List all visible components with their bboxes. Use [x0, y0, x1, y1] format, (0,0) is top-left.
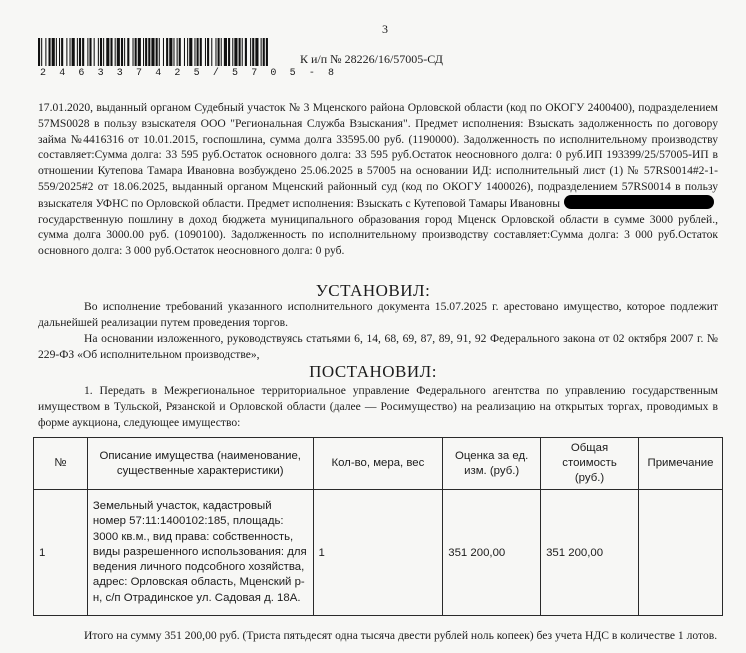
total-paragraph — [38, 628, 718, 644]
section-title-postanovil: ПОСТАНОВИЛ: — [309, 362, 437, 381]
section2-paragraph — [38, 383, 718, 430]
header-note: Примечание — [638, 438, 722, 490]
total-text: Итого на сумму 351 200,00 руб. (Триста пятьдесят одна тысяча двести рублей ноль копеек) без учета НДС в количестве 1 лотов. — [84, 629, 718, 642]
property-table — [33, 437, 723, 616]
section1-paragraph — [38, 299, 718, 331]
header-num: № — [34, 438, 88, 490]
cell-note — [638, 490, 722, 616]
intro-paragraph — [38, 100, 718, 259]
section2-text: 1. Передать в Межрегиональное территориальное управление Федерального агентства по управлению государственным имуществом в Тульской, Рязанской и Орловской области (далее — Росимущество) на реализацию на открытых торгах, проводимых в форме аукциона, следующее имущество: — [38, 384, 718, 429]
cell-num: 1 — [34, 490, 88, 616]
header-unit-price: Оценка за ед. изм. (руб.) — [443, 438, 541, 490]
header-qty: Кол-во, мера, вес — [313, 438, 443, 490]
cell-qty: 1 — [313, 490, 443, 616]
header-total-price: Общая стоимость (руб.) — [541, 438, 639, 490]
section1-paragraph-2 — [38, 331, 718, 363]
intro-text: 17.01.2020, выданный органом Судебный участок № 3 Мценского района Орловской области (код по ОКОГУ 2400400), подразделением 57MS0028 в пользу взыскателя ООО "Региональная Служба Взыскания". Предмет исполнения: Взыскать задолженность по договору займа №4416316 от 10.01.2015, госпошлина, сумма долга 33595.00 руб. (1190000). Задолженность по исполнительному производству составляет:Сумма долга: 33 595 руб.Остаток основного долга: 33 595 руб.Остаток неосновного долга: 0 руб.ИП 193399/25/57005-ИП в отношении Кутепова Тамара Ивановна возбуждено 25.06.2025 в 57005 на основании ИД: исполнительный лист (1) № 57RS0014#2-1-559/2025#2 от 18.06.2025, выданный органом Мценский районный суд (код по ОКОГУ 1400026), подразделением 57RS0014 в пользу взыскателя УФНС по Орловской области. Предмет исполнения: Взыскать с Кутеповой Тамары Ивановны — [38, 101, 718, 210]
cell-desc: Земельный участок, кадастровый номер 57:11:1400102:185, площадь: 3000 кв.м., вид права: собственность, виды разрешенного использования: для ведения личного подсобного хозяйства, адрес: Орловская область, Мценский р-н, с/п Отрадинское ул. Садовая д. 18А. — [87, 490, 313, 616]
section1-text: Во исполнение требований указанного исполнительного документа 15.07.2025 г. арестовано имущество, которое подлежит дальнейшей реализации путем проведения торгов. — [38, 300, 718, 329]
barcode — [38, 38, 268, 66]
table-header-row — [34, 438, 723, 490]
header-desc: Описание имущества (наименование, существенные характеристики) — [87, 438, 313, 490]
intro-text-after: государственную пошлину в доход бюджета муниципального образования город Мценск Орловской области в сумме 3000 рублей., сумма долга 3000.00 руб. (1090100). Задолженность по исполнительному производству составляет:Сумма долга: 3 000 руб.Остаток основного долга: 3 000 руб.Остаток неосновного долга: 0 руб. — [38, 212, 718, 258]
page-number: 3 — [382, 22, 388, 36]
cell-total-price: 351 200,00 — [541, 490, 639, 616]
section-title-ustanovil: УСТАНОВИЛ: — [315, 281, 431, 300]
redaction-mark — [564, 195, 714, 209]
case-reference: К и/п № 28226/16/57005-СД — [300, 52, 443, 66]
section1-text-2: На основании изложенного, руководствуясь статьями 6, 14, 68, 69, 87, 89, 91, 92 Федерального закона от 02 октября 2007 г. № 229-ФЗ «Об исполнительном производстве», — [38, 332, 718, 361]
cell-unit-price: 351 200,00 — [443, 490, 541, 616]
table-row — [34, 490, 723, 616]
barcode-digits: 2 4 6 3 3 7 4 2 5 / 5 7 0 5 - 8 — [40, 68, 338, 79]
